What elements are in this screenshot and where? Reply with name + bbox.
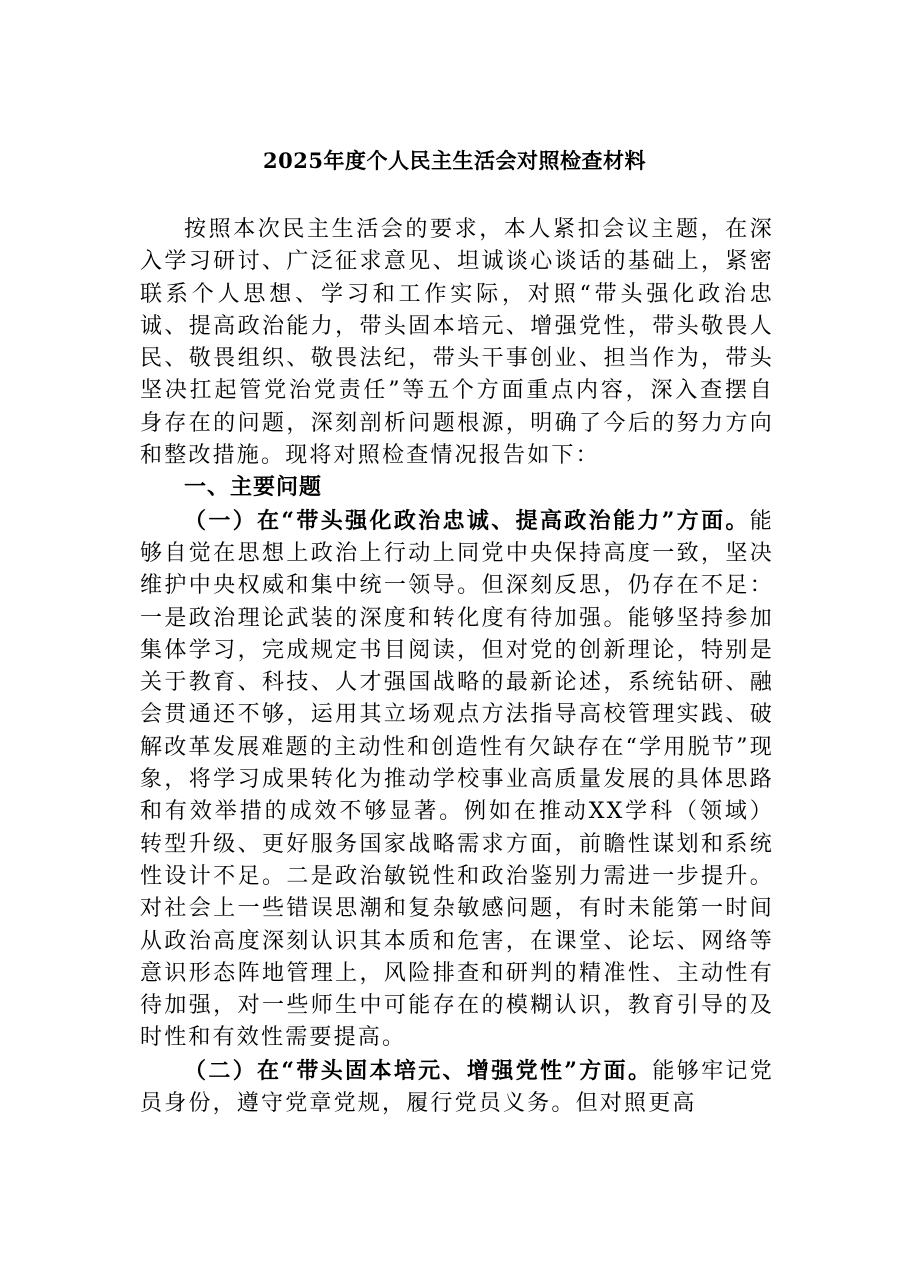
document-body bbox=[140, 214, 774, 1120]
section-heading-main-problems: 一、主要问题 bbox=[184, 475, 323, 501]
item1-body: 能够自觉在思想上政治上行动上同党中央保持高度一致，坚决维护中央权威和集中统一领导。但深刻反思，仍存在不足：一是政治理论武装的深度和转化度有待加强。能够坚持参加集体学习，完成规定书目阅读，但对党的创新理论，特别是关于教育、科技、人才强国战略的最新论述，系统钻研、融会贯通还不够，运用其立场观点方法指导高校管理实践、破解改革发展难题的主动性和创造性有欠缺存在“学用脱节”现象，将学习成果转化为推动学校事业高质量发展的具体思路和有效举措的成效不够显著。例如在推动XX学科（领域）转型升级、更好服务国家战略需求方面，前瞻性谋划和系统性设计不足。二是政治敏锐性和政治鉴别力需进一步提升。对社会上一些错误思潮和复杂敏感问题，有时未能第一时间从政治高度深刻认识其本质和危害，在课堂、论坛、网络等意识形态阵地管理上，风险排查和研判的精准性、主动性有待加强，对一些师生中可能存在的模糊认识，教育引导的及时性和有效性需要提高。 bbox=[140, 508, 774, 1051]
item1-paragraph bbox=[140, 505, 774, 1055]
intro-paragraph: 按照本次民主生活会的要求，本人紧扣会议主题，在深入学习研讨、广泛征求意见、坦诚谈心谈话的基础上，紧密联系个人思想、学习和工作实际，对照“带头强化政治忠诚、提高政治能力，带头固本培元、增强党性，带头敬畏人民、敬畏组织、敬畏法纪，带头干事创业、担当作为，带头坚决扛起管党治党责任”等五个方面重点内容，深入查摆自身存在的问题，深刻剖析问题根源，明确了今后的努力方向和整改措施。现将对照检查情况报告如下： bbox=[140, 217, 774, 469]
document-title: 2025年度个人民主生活会对照检查材料 bbox=[263, 148, 646, 173]
item2-heading: （二）在“带头固本培元、增强党性”方面。 bbox=[184, 1057, 653, 1084]
item2-paragraph bbox=[140, 1055, 774, 1121]
item2-body: 能够牢记党员身份，遵守党章党规，履行党员义务。但对照更高 bbox=[140, 1058, 774, 1117]
item1-heading: （一）在“带头强化政治忠诚、提高政治能力”方面。 bbox=[184, 507, 750, 534]
